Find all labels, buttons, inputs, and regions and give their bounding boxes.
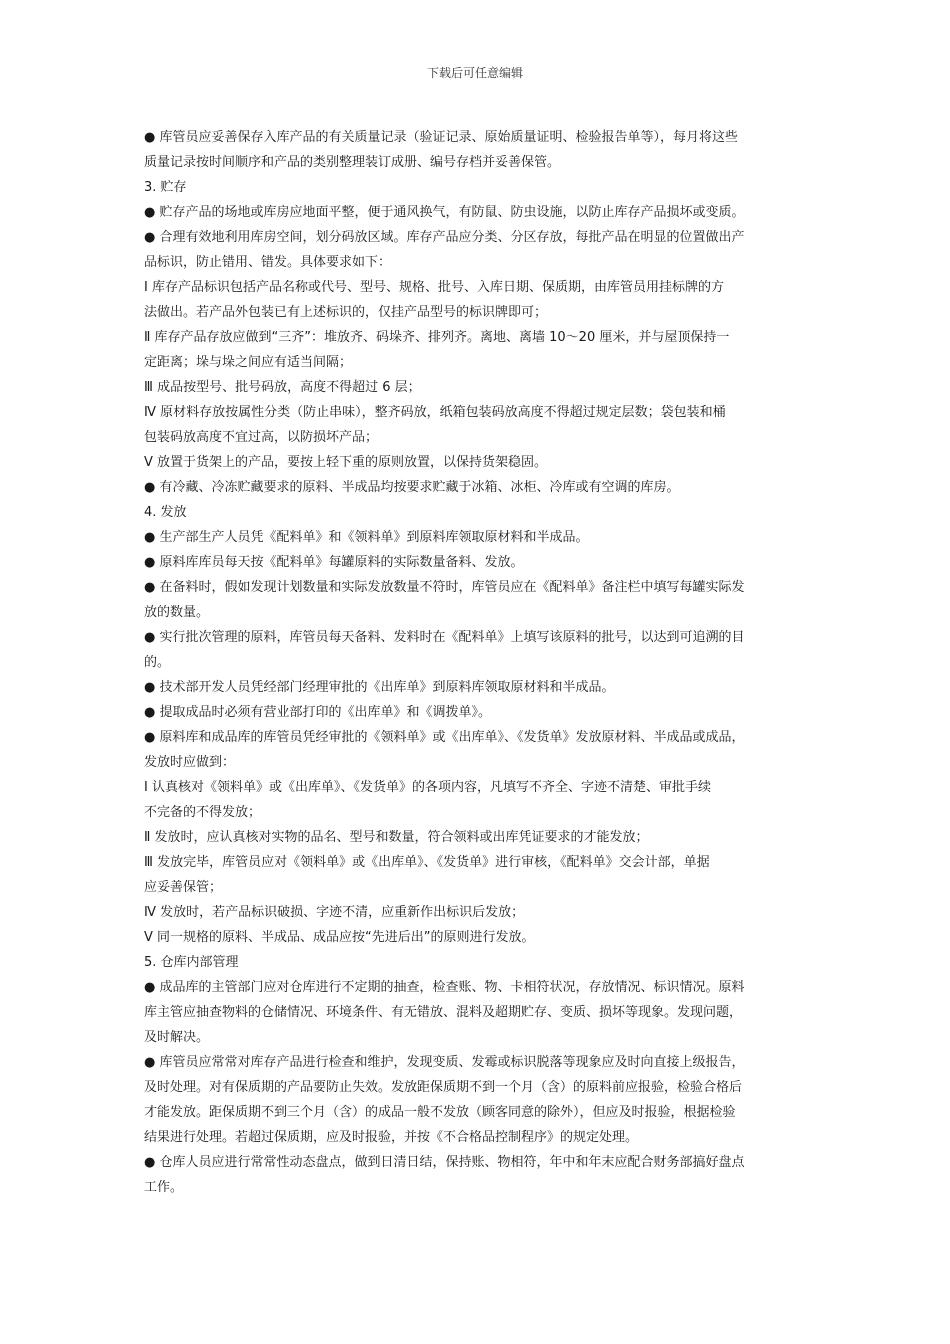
item-dispatch-1	[144, 775, 814, 825]
text-line: ● 提取成品时必须有营业部打印的《出库单》和《调拨单》。	[144, 705, 491, 720]
section-heading-storage	[144, 175, 814, 200]
text-line: ● 合理有效地利用库房空间，划分码放区域。库存产品应分类、分区存放，每批产品在明显的位置做出产	[144, 230, 745, 245]
bullet-dispatch-production	[144, 525, 814, 550]
item-dispatch-5	[144, 925, 814, 950]
text-line: Ⅲ 成品按型号、批号码放，高度不得超过 6 层；	[144, 380, 421, 395]
text-line: 发放时应做到：	[144, 755, 236, 770]
text-line: ● 技术部开发人员凭经部门经理审批的《出库单》到原料库领取原材料和半成品。	[144, 680, 615, 695]
section-heading-dispatch	[144, 500, 814, 525]
item-storage-4	[144, 400, 814, 450]
item-dispatch-3	[144, 850, 814, 900]
text-line: 库主管应抽查物料的仓储情况、环境条件、有无错放、混料及超期贮存、变质、损坏等现象。发现问题，	[144, 1005, 743, 1020]
text-line: Ⅳ 原材料存放按属性分类（防止串味），整齐码放，纸箱包装码放高度不得超过规定层数；袋包装和桶	[144, 405, 726, 420]
text-line: Ⅳ 发放时，若产品标识破损、字迹不清，应重新作出标识后发放；	[144, 905, 525, 920]
bullet-storage-site	[144, 200, 814, 225]
bullet-dispatch-mismatch	[144, 575, 814, 625]
item-storage-5	[144, 450, 814, 475]
text-line: 工作。	[144, 1180, 184, 1195]
text-line: ● 成品库的主管部门应对仓库进行不定期的抽查，检查账、物、卡相符状况，存放情况、标识情况。原料	[144, 980, 745, 995]
text-line: ● 生产部生产人员凭《配料单》和《领料单》到原料库领取原材料和半成品。	[144, 530, 589, 545]
bullet-internal-stocktake	[144, 1150, 814, 1200]
text-line: 5. 仓库内部管理	[144, 955, 239, 970]
text-line: ● 贮存产品的场地或库房应地面平整，便于通风换气，有防鼠、防虫设施，以防止库存产品损坏或变质。	[144, 205, 745, 220]
text-line: Ⅰ 库存产品标识包括产品名称或代号、型号、规格、批号、入库日期、保质期，由库管员用挂标牌的方	[144, 280, 724, 295]
text-line: Ⅴ 同一规格的原料、半成品、成品应按“先进后出”的原则进行发放。	[144, 930, 535, 945]
text-line: 的。	[144, 655, 171, 670]
text-line: 结果进行处理。若超过保质期，应及时报验，并按《不合格品控制程序》的规定处理。	[144, 1130, 639, 1145]
text-line: ● 库管员应妥善保存入库产品的有关质量记录（验证记录、原始质量证明、检验报告单等），每月将这些	[144, 130, 738, 145]
text-line: 质量记录按时间顺序和产品的类别整理装订成册、编号存档并妥善保管。	[144, 155, 561, 170]
text-line: 不完备的不得发放；	[144, 805, 262, 820]
bullet-dispatch-approval	[144, 725, 814, 775]
text-line: Ⅱ 库存产品存放应做到“三齐”：堆放齐、码垛齐、排列齐。离地、离墙 10～20 厘米，并与屋顶保持一	[144, 330, 730, 345]
bullet-dispatch-sales	[144, 700, 814, 725]
text-line: ● 库管员应常常对库存产品进行检查和维护，发现变质、发霉或标识脱落等现象应及时向直接上级报告，	[144, 1055, 745, 1070]
text-line: 定距离；垛与垛之间应有适当间隔；	[144, 355, 353, 370]
document-body	[144, 125, 814, 1200]
bullet-cold-storage	[144, 475, 814, 500]
text-line: 才能发放。距保质期不到三个月（含）的成品一般不发放（顾客同意的除外），但应及时报验，根据检验	[144, 1105, 736, 1120]
bullet-dispatch-batch	[144, 625, 814, 675]
text-line: ● 原料库和成品库的库管员凭经审批的《领料单》或《出库单》、《发货单》发放原材料、半成品或成品，	[144, 730, 745, 745]
text-line: 法做出。若产品外包装已有上述标识的，仅挂产品型号的标识牌即可；	[144, 305, 548, 320]
text-line: Ⅴ 放置于货架上的产品，要按上轻下重的原则放置，以保持货架稳固。	[144, 455, 548, 470]
text-line: 及时处理。对有保质期的产品要防止失效。发放距保质期不到一个月（含）的原料前应报验，检验合格后	[144, 1080, 743, 1095]
text-line: ● 实行批次管理的原料，库管员每天备料、发料时在《配料单》上填写该原料的批号，以达到可追溯的目	[144, 630, 745, 645]
text-line: 放的数量。	[144, 605, 210, 620]
section-heading-internal	[144, 950, 814, 975]
page-header: 下载后可任意编辑	[426, 66, 523, 80]
bullet-quality-records	[144, 125, 814, 175]
text-line: ● 有冷藏、冷冻贮藏要求的原料、半成品均按要求贮藏于冰箱、冰柜、冷库或有空调的库房。	[144, 480, 680, 495]
text-line: 及时解决。	[144, 1030, 210, 1045]
text-line: 3. 贮存	[144, 180, 187, 195]
text-line: Ⅲ 发放完毕，库管员应对《领料单》或《出库单》、《发货单》进行审核，《配料单》交会计部，单据	[144, 855, 710, 870]
text-line: Ⅰ 认真核对《领料单》或《出库单》、《发货单》的各项内容，凡填写不齐全、字迹不清楚、审批手续	[144, 780, 711, 795]
text-line: ● 在备料时，假如发现计划数量和实际发放数量不符时，库管员应在《配料单》备注栏中填写每罐实际发	[144, 580, 745, 595]
item-dispatch-4	[144, 900, 814, 925]
bullet-internal-maintenance	[144, 1050, 814, 1150]
item-storage-1	[144, 275, 814, 325]
item-storage-2	[144, 325, 814, 375]
text-line: ● 原料库库员每天按《配料单》每罐原料的实际数量备料、发放。	[144, 555, 524, 570]
item-storage-3	[144, 375, 814, 400]
bullet-storage-space	[144, 225, 814, 275]
bullet-internal-inspection	[144, 975, 814, 1050]
bullet-dispatch-daily	[144, 550, 814, 575]
text-line: Ⅱ 发放时，应认真核对实物的品名、型号和数量，符合领料或出库凭证要求的才能发放；	[144, 830, 649, 845]
item-dispatch-2	[144, 825, 814, 850]
text-line: 品标识，防止错用、错发。具体要求如下：	[144, 255, 392, 270]
text-line: 包装码放高度不宜过高，以防损坏产品；	[144, 430, 379, 445]
text-line: ● 仓库人员应进行常常性动态盘点，做到日清日结，保持账、物相符，年中和年末应配合财务部搞好盘点	[144, 1155, 745, 1170]
bullet-dispatch-rd	[144, 675, 814, 700]
text-line: 应妥善保管；	[144, 880, 223, 895]
text-line: 4. 发放	[144, 505, 187, 520]
